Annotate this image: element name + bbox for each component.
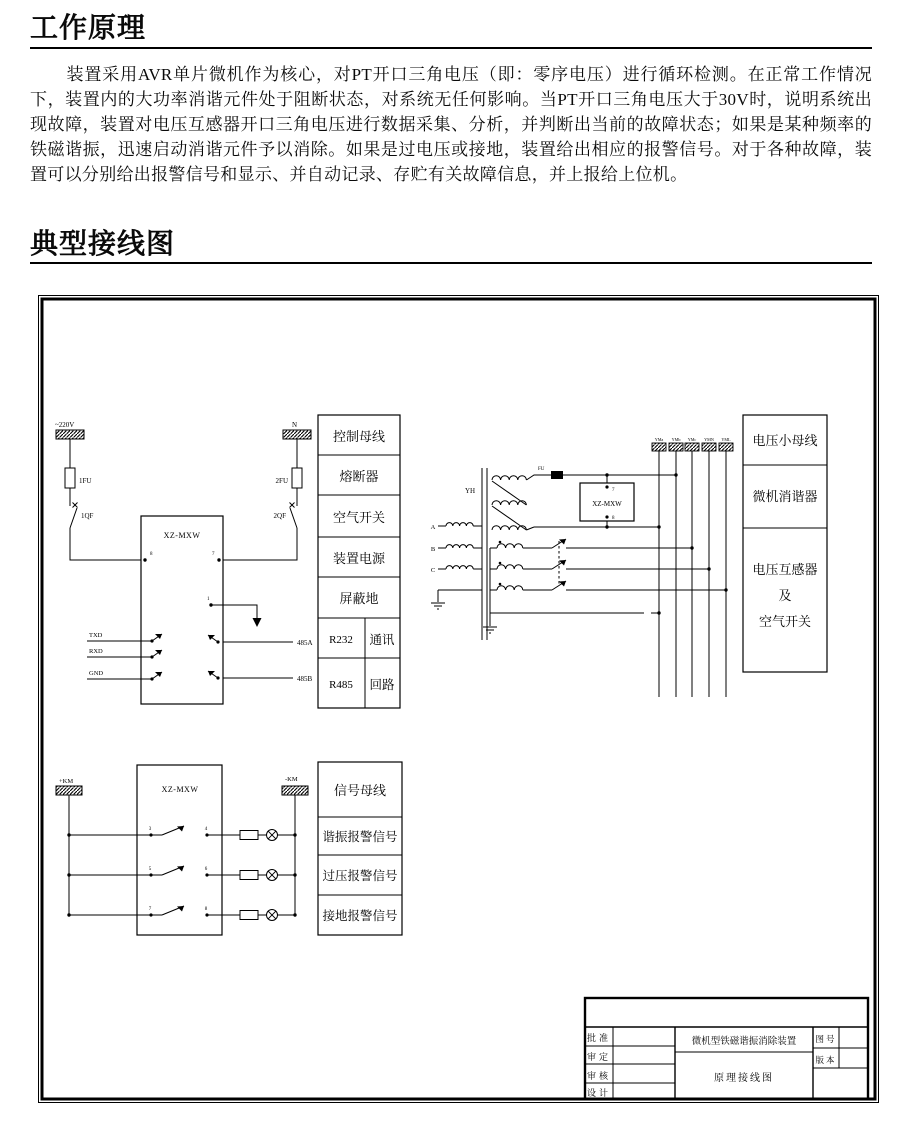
bus-label: YMc [687,437,697,442]
rs485b-label: 485B [297,675,313,683]
power-circuit [55,421,313,704]
legend-r232: R232 [329,634,353,646]
legend-power-column [318,415,400,708]
pin-label: 4 [204,827,208,832]
breaker1-label: 1QF [81,512,94,520]
pin-label: 7 [612,488,615,493]
legend-signal-column [318,762,402,935]
titleblock-design: 设计 [586,1088,612,1098]
pt-secondary-windings [483,539,728,633]
breaker-symbol [70,503,78,529]
bus-label: YMN [704,437,714,442]
signal-circuit [56,765,308,935]
pin-label: 7 [212,552,215,557]
device-model-label: XZ-MXW [592,500,622,508]
titleblock-drawing-no: 图号 [815,1034,837,1044]
control-bus-left-label: ~220V [55,421,75,429]
legend-overvoltage-alarm: 过压报警信号 [322,869,398,883]
titleblock-verify: 审定 [586,1052,612,1062]
legend-shield-ground: 屏蔽地 [339,591,379,606]
pt-label: YH [465,487,476,495]
ground-icon [483,627,497,633]
arrow-down-icon [253,618,262,627]
busbar-symbol [283,430,311,439]
resistor-symbol [240,871,258,880]
section-title-wiring-diagram: 典型接线图 [30,229,176,260]
alarm-contact-row [67,906,296,921]
fuse-symbol [65,468,75,488]
comm-input-pins [87,632,162,681]
gnd-label: GND [89,670,104,677]
fuse2-label: 2FU [275,477,288,485]
fuse1-label: 1FU [79,477,92,485]
device-model-label: XZ-MXW [163,531,201,540]
rs485a-label: 485A [297,639,313,647]
txd-label: TXD [89,632,103,639]
titleblock-drawing-title: 原理接线图 [714,1073,774,1084]
pin-label: 8 [612,516,615,521]
pin-label: 1 [207,597,210,602]
lamp-symbol [267,910,278,921]
open-delta-winding [492,476,526,530]
bus-label: YMb [671,437,681,442]
pt-primary-windings [431,523,482,609]
voltage-bus-lines [652,437,733,697]
legend-resonance-alarm: 谐振报警信号 [322,830,398,844]
breaker-symbol [290,503,298,529]
pin-label: 8 [150,552,153,557]
principle-paragraph: 装置采用AVR单片微机作为核心，对PT开口三角电压（即：零序电压）进行循环检测。在正常工作情况下，装置内的大功率消谐元件处于阻断状态，对系统无任何影响。当PT开口三角电压大于30V时，说明系统出现故障，装置对电压互感器开口三角电压进行数据采集、分析，并判断出当前的故障状态；如果是某种频率的铁磁谐振，迅速启动消谐元件予以消除。如果是过电压或接地，装置给出相应的报警信号。对于各种故障，装置可以分别给出报警信号和显示、并自动记录、存贮有关故障信息，并上报给上位机。 [30,65,872,184]
fuse-symbol [292,468,302,488]
fuse-symbol [551,471,563,479]
signal-bus-minus-label: -KM [285,776,298,783]
comm-output-pins [208,635,313,683]
bus-label: YML [721,437,731,442]
phase-c-label: C [430,567,436,574]
pin-label: 6 [204,867,208,872]
drawing-frame [39,296,879,1103]
legend-pt-line2: 及 [778,588,792,603]
legend-comm: 通讯 [369,633,395,647]
busbar-symbol [282,786,308,795]
legend-pt-line1: 电压互感器 [752,562,818,577]
titleblock-product-name: 微机型铁磁谐振消除装置 [691,1037,797,1047]
pin-label: 5 [148,867,152,872]
legend-ground-alarm: 接地报警信号 [322,909,398,923]
ground-icon [431,603,445,609]
alarm-contact-row [67,866,296,881]
lamp-symbol [267,830,278,841]
legend-r485: R485 [329,679,353,691]
rxd-label: RXD [89,648,103,655]
legend-air-switch: 空气开关 [332,510,386,525]
phase-b-label: B [430,546,436,553]
resistor-symbol [240,831,258,840]
bus-label: YMa [654,437,664,442]
legend-fuse: 熔断器 [339,469,379,484]
busbar-symbol [56,430,84,439]
device-box [141,516,223,704]
pin-label: 3 [148,827,152,832]
legend-loop: 回路 [369,678,395,692]
busbar-symbol [56,786,82,795]
legend-device-power: 装置电源 [332,551,386,566]
legend-pt-column [743,415,827,672]
lamp-symbol [267,870,278,881]
legend-signal-bus: 信号母线 [333,783,387,798]
device-model-label: XZ-MXW [161,785,199,794]
legend-voltage-bus: 电压小母线 [752,433,818,448]
pin-label: 8 [204,907,208,912]
titleblock-approve: 批准 [586,1033,612,1043]
legend-control-bus: 控制母线 [332,429,386,444]
alarm-contact-row [67,826,296,841]
air-switch-symbol [552,539,566,590]
phase-a-label: A [430,524,436,531]
section-title-working-principle: 工作原理 [30,13,147,44]
signal-bus-plus-label: +KM [59,778,74,785]
titleblock-check: 审核 [586,1071,612,1081]
legend-pt-line3: 空气开关 [758,614,812,629]
legend-harmonic-eliminator: 微机消谐器 [752,489,818,504]
delta-fuse-label: FU [538,467,545,472]
breaker2-label: 2QF [273,512,286,520]
title-block [585,998,868,1099]
pin-label: 7 [148,907,152,912]
pt-circuit [431,437,733,697]
resistor-symbol [240,911,258,920]
titleblock-version: 版本 [815,1055,837,1065]
neutral-bus-label: N [292,421,298,429]
